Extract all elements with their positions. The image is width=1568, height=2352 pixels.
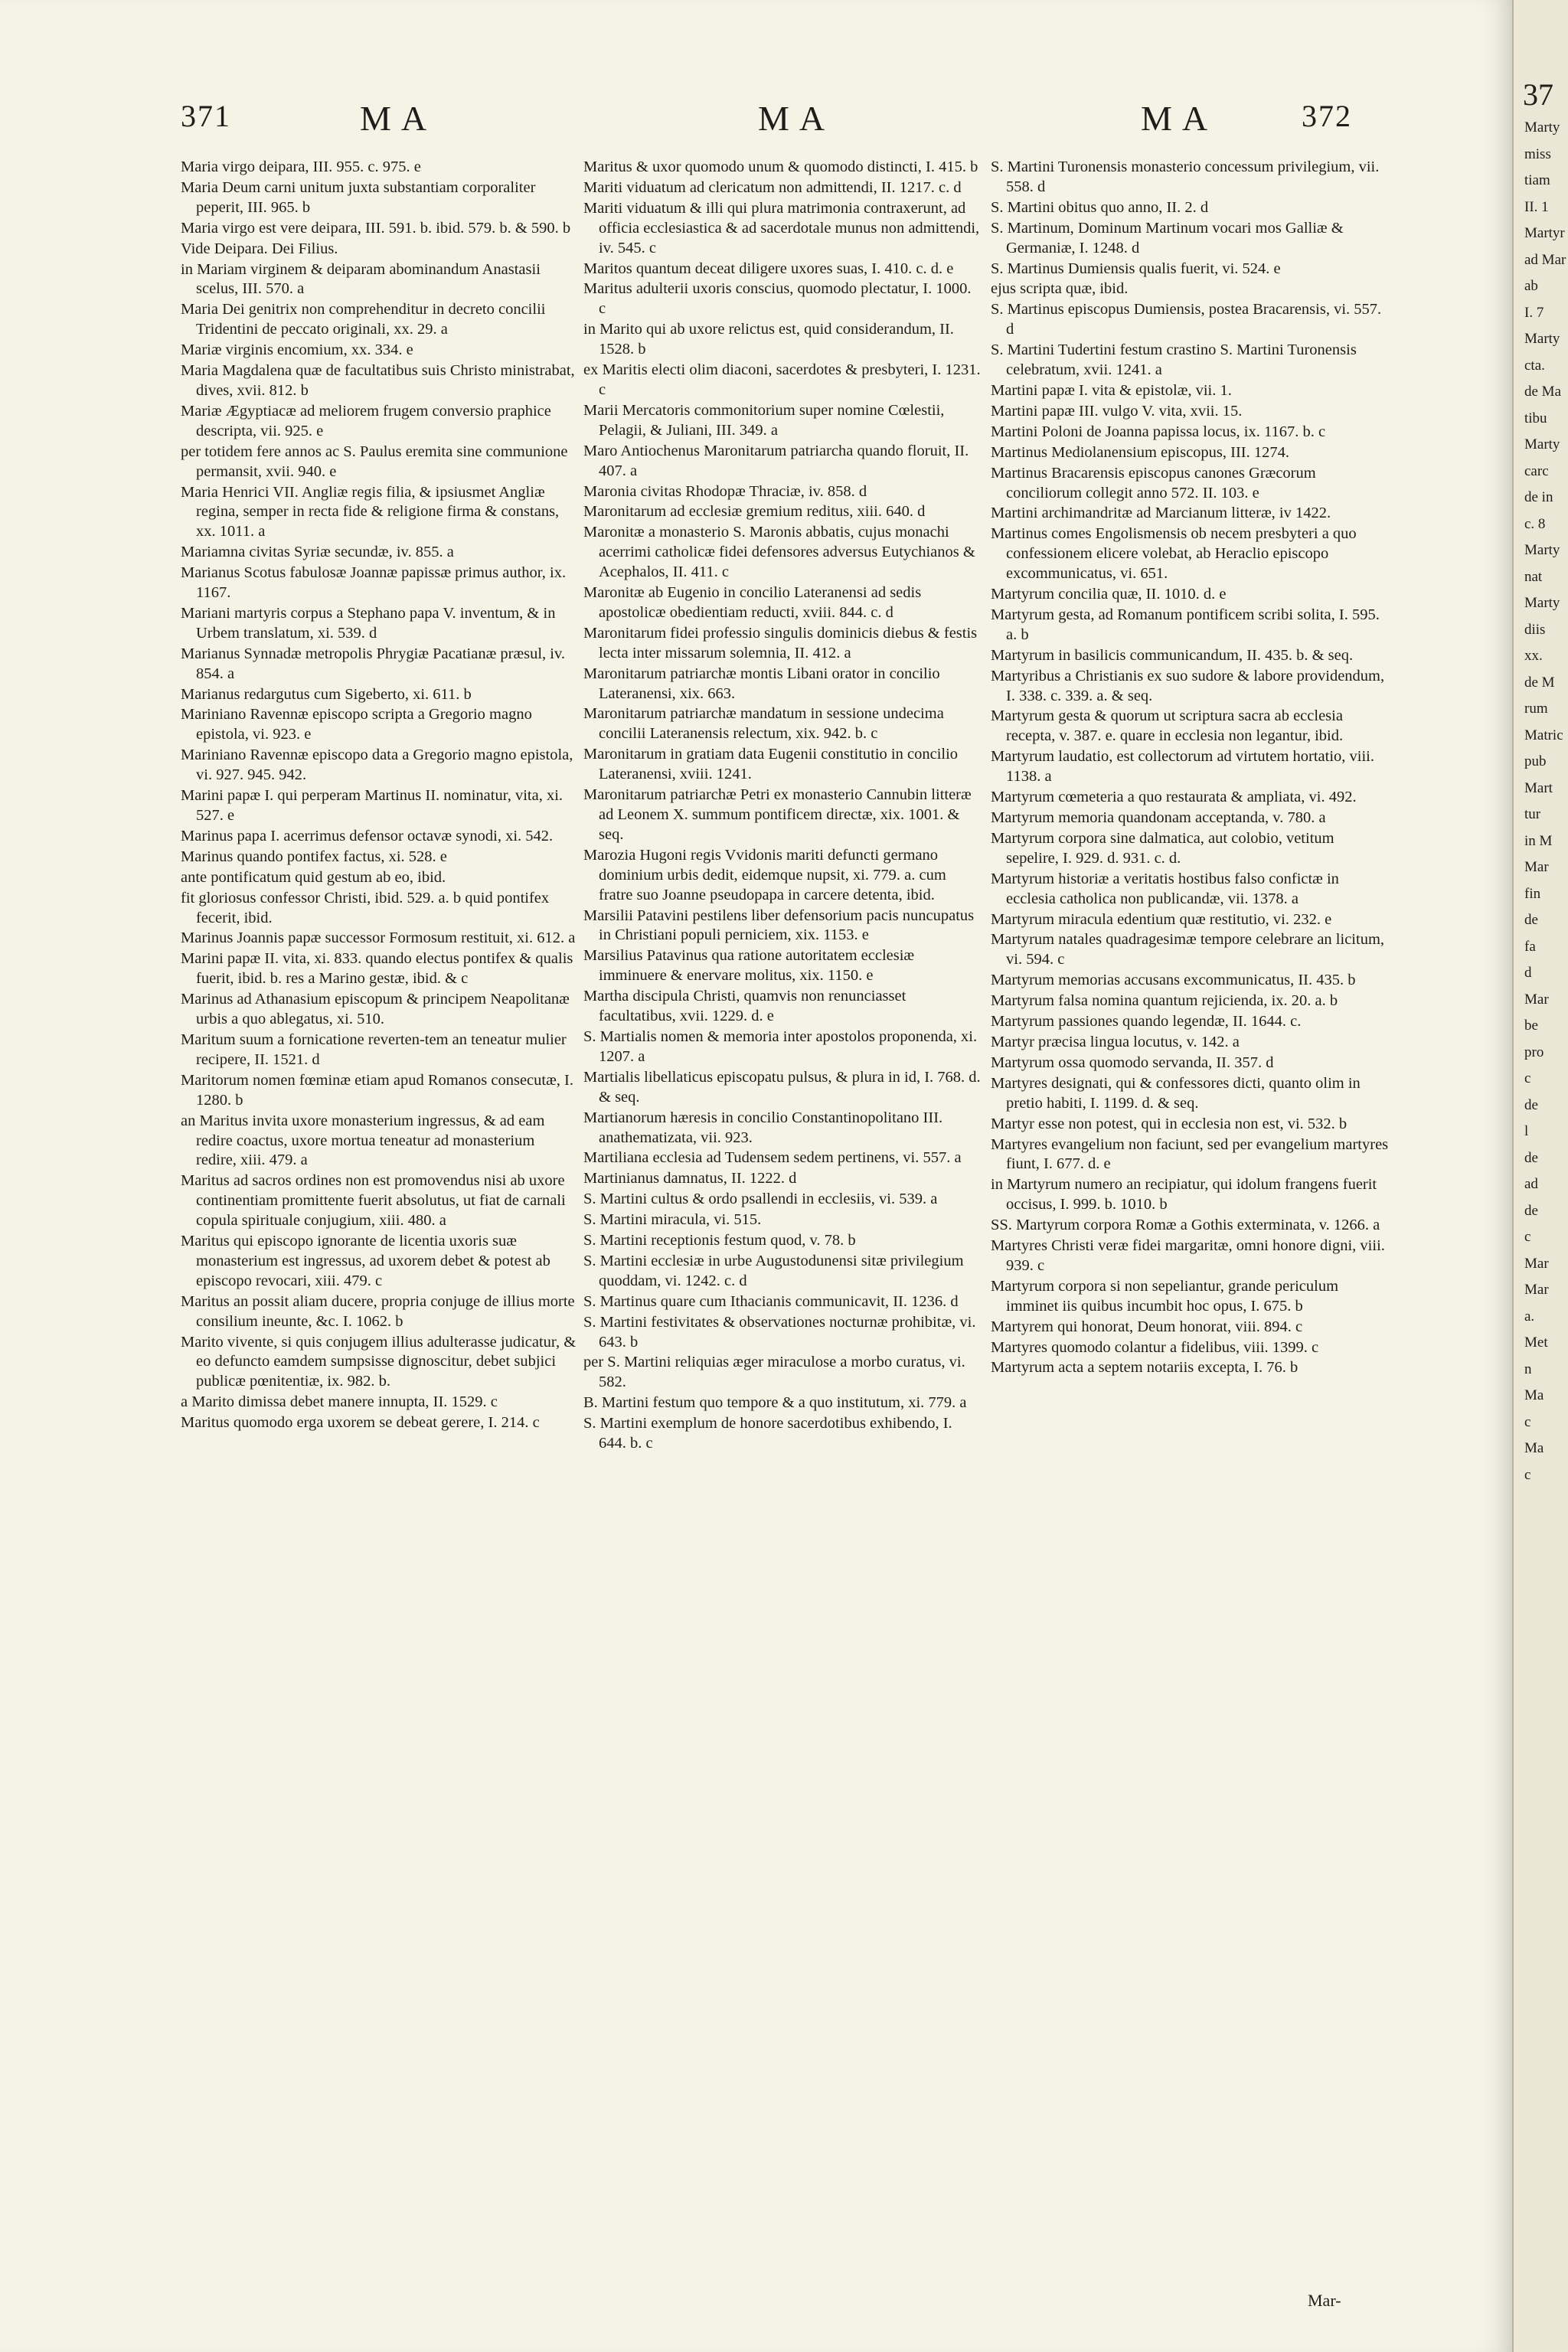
index-entry: S. Martini exemplum de honore sacerdotibus exhibendo, I. 644. b. c: [583, 1415, 952, 1452]
left-column-letters: M A: [360, 99, 429, 138]
next-page-line: Mar: [1524, 1255, 1549, 1272]
next-page-line: Marty: [1524, 119, 1560, 136]
next-page-line: c: [1524, 1229, 1531, 1245]
right-page-number: 372: [1302, 99, 1352, 133]
index-entry: S. Martinum, Dominum Martinum vocari mos Galliæ & Germaniæ, I. 1248. d: [991, 219, 1344, 256]
next-page-line: Met: [1524, 1334, 1548, 1351]
index-entry: Martyrum memoria quandonam acceptanda, v. 780. a: [991, 809, 1326, 826]
index-entry: Maritorum nomen fœminæ etiam apud Romanos consecutæ, I. 1280. b: [181, 1071, 573, 1109]
index-entry: S. Martinus Dumiensis qualis fuerit, vi. 524. e: [991, 260, 1281, 277]
index-entry: Mariæ Ægyptiacæ ad meliorem frugem conversio praphice descripta, vii. 925. e: [181, 402, 551, 439]
next-page-line: carc: [1524, 462, 1549, 479]
index-entry: Martyrum historiæ a veritatis hostibus falso confictæ in ecclesia catholica non publicandæ, vii. 1378. a: [991, 870, 1339, 907]
index-entry: S. Martinus quare cum Ithacianis communicavit, II. 1236. d: [583, 1292, 959, 1310]
next-page-line: Mar: [1524, 991, 1549, 1008]
index-column-2: [583, 158, 982, 1455]
next-page-line: c: [1524, 1466, 1531, 1483]
index-entry: Martyr esse non potest, qui in ecclesia non est, vi. 532. b: [991, 1115, 1348, 1132]
index-entry: Martyrum ossa quomodo servanda, II. 357. d: [991, 1054, 1274, 1071]
index-entry: ante pontificatum quid gestum ab eo, ibid.: [181, 868, 446, 886]
index-entry: Marsilius Patavinus qua ratione autoritatem ecclesiæ imminuere & enervare molitus, xix. 1150. e: [583, 947, 915, 985]
index-entry: Mariti viduatum ad clericatum non admittendi, II. 1217. c. d: [583, 178, 962, 196]
index-entry: per totidem fere annos ac S. Paulus eremita sine communione permansit, xvii. 940. e: [181, 443, 568, 480]
index-entry: Maronitarum ad ecclesiæ gremium reditus, xiii. 640. d: [583, 503, 926, 521]
next-page-line: ab: [1524, 278, 1538, 294]
index-entry: Maronitarum patriarchæ Petri ex monasterio Cannubin litteræ ad Leonem X. summum pontificem directæ, xix. 1001. & seq.: [583, 786, 972, 843]
index-entry: Martyres Christi veræ fidei margaritæ, omni honore digni, viii. 939. c: [991, 1237, 1385, 1274]
right-column-letters: M A: [1141, 99, 1210, 138]
next-page-line: Marty: [1524, 331, 1560, 347]
index-entry: Maronitæ ab Eugenio in concilio Lateranensi ad sedis apostolicæ obedientiam reducti, xviii. 844. c. d: [583, 584, 922, 621]
next-page-line: in M: [1524, 832, 1553, 849]
index-entry: Maritos quantum deceat diligere uxores suas, I. 410. c. d. e: [583, 260, 954, 277]
index-entry: Martyrum passiones quando legendæ, II. 1644. c.: [991, 1013, 1302, 1031]
index-entry: Martyres quomodo colantur a fidelibus, viii. 1399. c: [991, 1338, 1319, 1356]
index-entry: Martinus Bracarensis episcopus canones Græcorum conciliorum collegit anno 572. II. 103. e: [991, 464, 1316, 501]
next-page-line: Mar: [1524, 859, 1549, 875]
next-page-line: de: [1524, 1096, 1538, 1113]
index-entry: Maronitæ a monasterio S. Maronis abbatis, cujus monachi acerrimi catholicæ fidei defensores adversus Eutychianos & Acephalos, II. 411. c: [583, 524, 975, 581]
index-entry: Maronia civitas Rhodopæ Thraciæ, iv. 858. d: [583, 482, 867, 500]
next-page-text-fragments: [1524, 115, 1568, 1488]
index-column-1: [181, 158, 579, 1434]
index-entry: Maronitarum fidei professio singulis dominicis diebus & festis lecta inter missarum solemnia, II. 412. a: [583, 624, 978, 662]
next-page-line: Ma: [1524, 1387, 1544, 1403]
index-entry: S. Martialis nomen & memoria inter apostolos proponenda, xi. 1207. a: [583, 1027, 978, 1065]
index-entry: Maria Deum carni unitum juxta substantiam corporaliter peperit, III. 965. b: [181, 178, 536, 216]
index-entry: Maro Antiochenus Maronitarum patriarcha quando floruit, II. 407. a: [583, 442, 969, 479]
index-entry: Martyrum acta a septem notariis excepta, I. 76. b: [991, 1359, 1298, 1377]
index-entry: Martyrum natales quadragesimæ tempore celebrare an licitum, vi. 594. c: [991, 931, 1385, 969]
index-entry: Marini papæ I. qui perperam Martinus II. nominatur, vita, xi. 527. e: [181, 787, 564, 824]
index-entry: ejus scripta quæ, ibid.: [991, 280, 1129, 298]
next-page-line: Ma: [1524, 1440, 1544, 1456]
index-entry: Martinus Mediolanensium episcopus, III. 1274.: [991, 443, 1290, 461]
index-entry: Maritum suum a fornicatione reverten-tem an teneatur mulier recipere, II. 1521. d: [181, 1031, 567, 1068]
next-page-line: I. 7: [1524, 304, 1544, 321]
next-page-line: l: [1524, 1123, 1529, 1139]
next-page-line: c: [1524, 1070, 1531, 1086]
next-page-line: Mar: [1524, 1282, 1549, 1298]
next-page-line: pub: [1524, 753, 1547, 769]
index-entry: per S. Martini reliquias æger miraculose a morbo curatus, vi. 582.: [583, 1354, 965, 1391]
next-page-edge: [1512, 0, 1568, 2352]
index-entry: Martyrum falsa nomina quantum rejicienda, ix. 20. a. b: [991, 992, 1338, 1010]
next-page-line: fa: [1524, 938, 1536, 955]
next-page-line: de: [1524, 1149, 1538, 1166]
index-entry: Martyrum cœmeteria a quo restaurata & ampliata, vi. 492.: [991, 789, 1357, 806]
index-entry: a Marito dimissa debet manere innupta, II. 1529. c: [181, 1393, 498, 1411]
index-entry: Martyrum memorias accusans excommunicatus, II. 435. b: [991, 972, 1356, 989]
next-page-line: n: [1524, 1361, 1532, 1377]
index-entry: Maritus qui episcopo ignorante de licentia uxoris suæ monasterium est ingressus, ad uxorem debet & potest ab episcopo revocari, xiii. 479. c: [181, 1233, 550, 1289]
next-page-line: tur: [1524, 806, 1541, 822]
next-page-line: c: [1524, 1413, 1531, 1430]
index-entry: Mariamna civitas Syriæ secundæ, iv. 855. a: [181, 544, 454, 561]
next-page-line: de in: [1524, 489, 1553, 505]
index-entry: Maronitarum patriarchæ mandatum in sessione undecima concilii Lateranensis relectum, xix. 942. b. c: [583, 705, 944, 743]
index-entry: Martialis libellaticus episcopatu pulsus, & plura in id, I. 768. d. & seq.: [583, 1068, 981, 1106]
index-entry: S. Martini Turonensis monasterio concessum privilegium, vii. 558. d: [991, 158, 1380, 195]
index-entry: Martyrum miracula edentium quæ restitutio, vi. 232. e: [991, 910, 1332, 928]
next-page-line: ad Mar: [1524, 251, 1566, 268]
next-page-line: a.: [1524, 1308, 1535, 1325]
next-page-line: tibu: [1524, 410, 1547, 426]
index-entry: Maria virgo est vere deipara, III. 591. b. ibid. 579. b. & 590. b: [181, 219, 571, 237]
index-entry: Marinus quando pontifex factus, xi. 528. e: [181, 848, 447, 865]
index-entry: S. Martini Tudertini festum crastino S. Martini Turonensis celebratum, xvii. 1241. a: [991, 341, 1357, 379]
next-page-line: Marty: [1524, 542, 1560, 558]
index-entry: Martyrum gesta, ad Romanum pontificem scribi solita, I. 595. a. b: [991, 606, 1380, 643]
left-page-number: 371: [181, 99, 231, 133]
next-page-line: diis: [1524, 621, 1546, 638]
index-entry: Martini archimandritæ ad Marcianum litteræ, iv 1422.: [991, 505, 1331, 522]
index-entry: Martyrum in basilicis communicandum, II. 435. b. & seq.: [991, 646, 1354, 664]
index-entry: Martyres evangelium non faciunt, sed per evangelium martyres fiunt, I. 677. d. e: [991, 1135, 1389, 1173]
index-entry: Vide Deipara. Dei Filius.: [181, 240, 338, 257]
index-entry: Marianus Synnadæ metropolis Phrygiæ Pacatianæ præsul, iv. 854. a: [181, 645, 566, 682]
index-entry: Martyrum corpora si non sepeliantur, grande periculum imminet iis quibus incumbit hoc opus, I. 675. b: [991, 1277, 1339, 1315]
next-page-line: Mart: [1524, 779, 1553, 796]
index-entry: Martyrum concilia quæ, II. 1010. d. e: [991, 586, 1227, 603]
index-entry: Martini Poloni de Joanna papissa locus, ix. 1167. b. c: [991, 423, 1326, 440]
index-entry: Maritus adulterii uxoris conscius, quomodo plectatur, I. 1000. c: [583, 280, 972, 318]
index-entry: Maria Magdalena quæ de facultatibus suis Christo ministrabat, dives, xvii. 812. b: [181, 362, 575, 399]
next-page-line: c. 8: [1524, 515, 1546, 532]
next-page-line: de: [1524, 1202, 1538, 1219]
index-column-3: [991, 158, 1389, 1379]
index-entry: Maronitarum patriarchæ montis Libani orator in concilio Lateranensi, xix. 663.: [583, 665, 940, 702]
next-page-line: xx.: [1524, 648, 1543, 664]
index-entry: Martha discipula Christi, quamvis non renunciasset facultatibus, xvii. 1229. d. e: [583, 988, 906, 1025]
next-page-line: Matric: [1524, 727, 1563, 743]
index-entry: in Martyrum numero an recipiatur, qui idolum frangens fuerit occisus, I. 999. b. 1010. b: [991, 1176, 1377, 1214]
index-entry: Maritus quomodo erga uxorem se debeat gerere, I. 214. c: [181, 1414, 540, 1432]
index-entry: Martyribus a Christianis ex suo sudore & labore providendum, I. 338. c. 339. a. & seq.: [991, 667, 1385, 704]
index-entry: in Mariam virginem & deiparam abominandum Anastasii scelus, III. 570. a: [181, 260, 541, 298]
index-entry: Marinus papa I. acerrimus defensor octavæ synodi, xi. 542.: [181, 827, 554, 844]
index-entry: Martiliana ecclesia ad Tudensem sedem pertinens, vi. 557. a: [583, 1149, 962, 1167]
index-entry: Marii Mercatoris commonitorium super nomine Cœlestii, Pelagii, & Juliani, III. 349. a: [583, 401, 945, 439]
next-page-line: II. 1: [1524, 198, 1549, 215]
next-page-line: d: [1524, 965, 1532, 981]
index-entry: Marozia Hugoni regis Vvidonis mariti defuncti germano dominium urbis dedit, eidemque nupsit, xi. 779. a. cum fratre suo Joanne pseudopapa in carcere detenta, ibid.: [583, 846, 946, 903]
index-entry: S. Martini cultus & ordo psallendi in ecclesiis, vi. 539. a: [583, 1191, 938, 1208]
index-entry: Martyr præcisa lingua locutus, v. 142. a: [991, 1033, 1240, 1050]
index-entry: an Maritus invita uxore monasterium ingressus, & ad eam redire coactus, uxore mortua teneatur ad monasterium redire, xiii. 479. a: [181, 1112, 545, 1169]
index-entry: Martyrum laudatio, est collectorum ad virtutem hortatio, viii. 1138. a: [991, 748, 1374, 786]
index-entry: Maronitarum in gratiam data Eugenii constitutio in concilio Lateranensi, xviii. 1241.: [583, 746, 959, 783]
index-entry: Mariti viduatum & illi qui plura matrimonia contraxerunt, ad officia ecclesiastica & ad sacerdotale munus non admittendi, iv. 545. c: [583, 199, 980, 256]
index-entry: Martyrem qui honorat, Deum honorat, viii. 894. c: [991, 1318, 1303, 1335]
index-entry: Marinus Joannis papæ successor Formosum restituit, xi. 612. a: [181, 929, 576, 947]
index-entry: Maritus ad sacros ordines non est promovendus nisi ab uxore continentiam promittente fuerit absolutus, ut fiat de carnali copula spirituale conjugium, xiii. 480. a: [181, 1172, 566, 1230]
index-entry: S. Martinus episcopus Dumiensis, postea Bracarensis, vi. 557. d: [991, 301, 1382, 338]
next-page-line: pro: [1524, 1044, 1544, 1060]
index-entry: Marinus ad Athanasium episcopum & principem Neapolitanæ urbis a quo ablegatus, xi. 510.: [181, 991, 570, 1028]
index-entry: Marsilii Patavini pestilens liber defensorium pacis nuncupatus in Christiani populi perniciem, xix. 1153. e: [583, 906, 975, 944]
index-entry: Martyrum gesta & quorum ut scriptura sacra ab ecclesia recepta, v. 387. e. quare in ecclesia non legantur, ibid.: [991, 707, 1344, 745]
index-entry: Martyres designati, qui & confessores dicti, quanto olim in pretio habiti, I. 1199. d. & seq.: [991, 1074, 1361, 1112]
next-page-line: miss: [1524, 145, 1551, 162]
index-entry: Mariniano Ravennæ episcopo data a Gregorio magno epistola, vi. 927. 945. 942.: [181, 746, 573, 784]
index-entry: Marianus redargutus cum Sigeberto, xi. 611. b: [181, 685, 472, 703]
next-page-number: 37: [1523, 77, 1553, 112]
center-column-letters: M A: [758, 99, 827, 138]
next-page-line: de: [1524, 912, 1538, 928]
index-entry: Maritus & uxor quomodo unum & quomodo distincti, I. 415. b: [583, 158, 978, 175]
index-entry: S. Martini receptionis festum quod, v. 78. b: [583, 1232, 856, 1250]
index-entry: Marianus Scotus fabulosæ Joannæ papissæ primus author, ix. 1167.: [181, 564, 567, 602]
next-page-line: be: [1524, 1018, 1538, 1034]
index-entry: Martini papæ I. vita & epistolæ, vii. 1.: [991, 381, 1232, 399]
index-entry: S. Martini festivitates & observationes nocturnæ prohibitæ, vi. 643. b: [583, 1313, 976, 1351]
index-entry: Marini papæ II. vita, xi. 833. quando electus pontifex & qualis fuerit, ibid. b. res a Marino gestæ, ibid. & c: [181, 950, 573, 988]
next-page-line: de M: [1524, 674, 1555, 691]
index-entry: S. Martini ecclesiæ in urbe Augustodunensi sitæ privilegium quoddam, vi. 1242. c. d: [583, 1252, 964, 1289]
next-page-line: Marty: [1524, 595, 1560, 611]
next-page-line: rum: [1524, 701, 1548, 717]
next-page-line: ad: [1524, 1176, 1538, 1192]
index-entry: B. Martini festum quo tempore & a quo institutum, xi. 779. a: [583, 1394, 967, 1412]
index-entry: S. Martini obitus quo anno, II. 2. d: [991, 198, 1209, 216]
next-page-line: de Ma: [1524, 384, 1562, 400]
next-page-line: tiam: [1524, 172, 1550, 188]
index-entry: Maria virgo deipara, III. 955. c. 975. e: [181, 158, 421, 175]
index-entry: Martinianus damnatus, II. 1222. d: [583, 1170, 797, 1187]
next-page-line: Marty: [1524, 436, 1560, 452]
next-page-line: fin: [1524, 885, 1541, 902]
index-entry: S. Martini miracula, vi. 515.: [583, 1211, 762, 1229]
catchword: Mar-: [1308, 2291, 1341, 2310]
index-entry: Martini papæ III. vulgo V. vita, xvii. 15.: [991, 402, 1243, 420]
index-entry: Maria Dei genitrix non comprehenditur in decreto concilii Tridentini de peccato originali, xx. 29. a: [181, 301, 546, 338]
index-entry: fit gloriosus confessor Christi, ibid. 529. a. b quid pontifex fecerit, ibid.: [181, 889, 550, 926]
index-entry: Maria Henrici VII. Angliæ regis filia, & ipsiusmet Angliæ regina, semper in recta fide & religione firma & constans, xx. 1011. a: [181, 483, 560, 541]
index-entry: SS. Martyrum corpora Romæ a Gothis exterminata, v. 1266. a: [991, 1217, 1380, 1234]
index-entry: in Marito qui ab uxore relictus est, quid considerandum, II. 1528. b: [583, 321, 954, 358]
index-entry: Martyrum corpora sine dalmatica, aut colobio, vetitum sepelire, I. 929. d. 931. c. d.: [991, 829, 1334, 867]
next-page-line: nat: [1524, 568, 1543, 585]
index-entry: Martinus comes Engolismensis ob necem presbyteri a quo confessionem elicere volebat, ab Heraclio episcopo excommunicatus, vi. 651.: [991, 525, 1357, 583]
next-page-line: Martyr: [1524, 225, 1565, 241]
next-page-line: cta.: [1524, 357, 1545, 374]
index-entry: Maritus an possit aliam ducere, propria conjuge de illius morte consilium ineunte, &c. I. 1062. b: [181, 1292, 575, 1330]
index-entry: Marito vivente, si quis conjugem illius adulterasse judicatur, & eo defuncto eamdem sumpsisse dignoscitur, debet subjici publicæ pœnitentiæ, ix. 982. b.: [181, 1333, 577, 1390]
index-entry: Mariæ virginis encomium, xx. 334. e: [181, 341, 413, 359]
index-entry: Mariani martyris corpus a Stephano papa V. inventum, & in Urbem translatum, xi. 539. d: [181, 604, 556, 642]
index-entry: Martianorum hæresis in concilio Constantinopolitano III. anathematizata, vii. 923.: [583, 1109, 943, 1146]
index-entry: Mariniano Ravennæ episcopo scripta a Gregorio magno epistola, vi. 923. e: [181, 706, 532, 743]
index-entry: ex Maritis electi olim diaconi, sacerdotes & presbyteri, I. 1231. c: [583, 361, 981, 398]
